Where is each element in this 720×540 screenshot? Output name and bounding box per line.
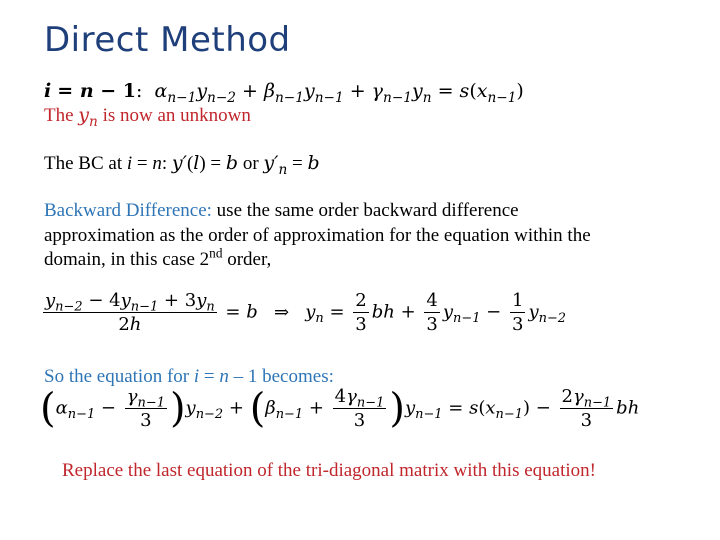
backward-difference-equation: $\frac{y_{n-2} - 4y_{n-1} + 3y_n}{2h}$ = b ⇒ $y_n$ = $\frac{2}{3}$ bh + $\frac{4}{3}$ $y_{n-1}$ − $\frac{1}{3}$ $y_{n-2}$ [45, 290, 567, 335]
final-equation: ($\alpha_{n-1}$ − $\frac{\gamma_{n-1}}{3}$ )$y_{n-2} + (\beta_{n-1}$ + $\frac{4\gamma_{n-1}}{3}$ )$y_{n-1} = s(x_{n-1})$ − $\frac{2\gamma_{n-1}}{3}$ bh [40, 385, 640, 432]
backward-difference-label: Backward Difference: [44, 200, 212, 221]
backward-difference-line-1: Backward Difference: use the same order backward difference [44, 200, 519, 221]
unknown-note: The $y_n$ is now an unknown [44, 104, 251, 130]
replace-equation-note: Replace the last equation of the tri-diagonal matrix with this equation! [62, 460, 596, 481]
equation-becomes-text: So the equation for i = n – 1 becomes: [44, 366, 334, 387]
backward-difference-line-3: domain, in this case 2nd order, [44, 245, 272, 270]
bc-line: The BC at i = n: y′(l) = b or $y'_n = b$ [44, 152, 320, 178]
backward-difference-line-2: approximation as the order of approximation for the equation within the [44, 225, 591, 246]
equation-i-n-minus-1: i = n − 1: $\alpha_{n-1}y_{n-2} + \beta_{n-1}y_{n-1} + \gamma_{n-1}y_n = s(x_{n-1})$ [44, 80, 524, 106]
slide-title: Direct Method [44, 20, 291, 60]
